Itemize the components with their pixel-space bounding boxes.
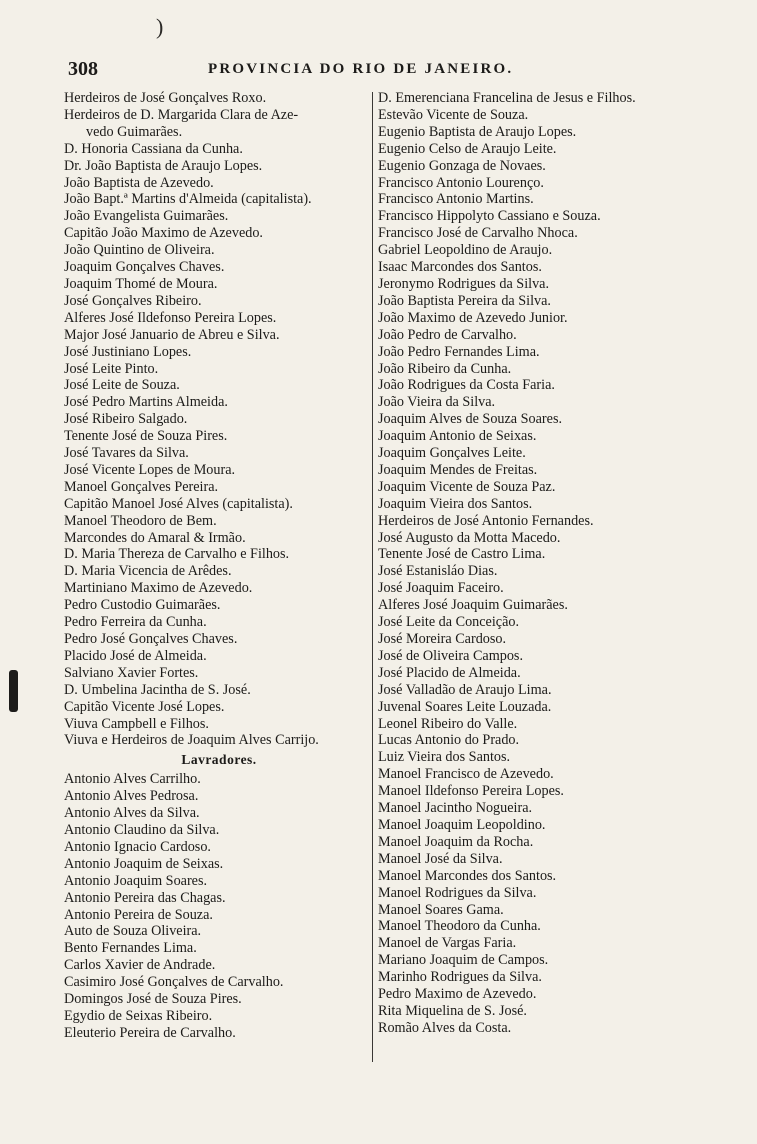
- list-item: Manoel Marcondes dos Santos.: [378, 867, 557, 884]
- list-item: José Estanisláo Dias.: [378, 563, 498, 580]
- list-item: José Leite da Conceição.: [378, 614, 520, 631]
- list-item: Viuva e Herdeiros de Joaquim Alves Carrijo.: [64, 732, 319, 749]
- list-item: João Evangelista Guimarães.: [64, 208, 229, 225]
- list-item: Antonio Ignacio Cardoso.: [64, 838, 211, 855]
- list-item: Estevão Vicente de Souza.: [378, 106, 529, 123]
- list-item: José Valladão de Araujo Lima.: [378, 681, 552, 698]
- list-item: José Gonçalves Ribeiro.: [64, 292, 202, 309]
- list-item: Alferes José Joaquim Guimarães.: [378, 597, 568, 614]
- list-item: Capitão João Maximo de Azevedo.: [64, 225, 263, 242]
- list-item: Joaquim Gonçalves Leite.: [378, 445, 526, 462]
- list-item: Rita Miquelina de S. José.: [378, 1002, 527, 1019]
- list-item: Joaquim Vicente de Souza Paz.: [378, 478, 556, 495]
- list-item: José Vicente Lopes de Moura.: [64, 461, 236, 478]
- list-item: Manoel Theodoro da Cunha.: [378, 918, 541, 935]
- list-item: Viuva Campbell e Filhos.: [64, 715, 209, 732]
- right-column: [378, 90, 708, 1037]
- list-item: Joaquim Thomé de Moura.: [64, 275, 218, 292]
- list-item: Martiniano Maximo de Azevedo.: [64, 580, 253, 597]
- list-item: Luiz Vieira dos Santos.: [378, 749, 511, 766]
- list-item: João Pedro Fernandes Lima.: [378, 343, 540, 360]
- list-item: Eleuterio Pereira de Carvalho.: [64, 1024, 236, 1041]
- list-item: João Maximo de Azevedo Junior.: [378, 309, 568, 326]
- list-item: Salviano Xavier Fortes.: [64, 664, 199, 681]
- list-item: Francisco Antonio Martins.: [378, 191, 534, 208]
- list-item: Marinho Rodrigues da Silva.: [378, 969, 542, 986]
- list-item: Manoel Soares Gama.: [378, 901, 504, 918]
- list-item: Egydio de Seixas Ribeiro.: [64, 1007, 213, 1024]
- page-number: 308: [68, 58, 98, 80]
- list-item: Antonio Pereira de Souza.: [64, 906, 213, 923]
- list-item: Manoel Francisco de Azevedo.: [378, 766, 554, 783]
- edge-ink-mark: [9, 670, 18, 712]
- list-item: Manoel Theodoro de Bem.: [64, 512, 217, 529]
- list-item: José Placido de Almeida.: [378, 664, 521, 681]
- list-item: Capitão Manoel José Alves (capitalista).: [64, 495, 293, 512]
- list-item: Alferes José Ildefonso Pereira Lopes.: [64, 309, 277, 326]
- list-item: Herdeiros de José Gonçalves Roxo.: [64, 90, 267, 106]
- list-item: Joaquim Alves de Souza Soares.: [378, 411, 563, 428]
- list-item: Tenente José de Castro Lima.: [378, 546, 546, 563]
- list-item: Casimiro José Gonçalves de Carvalho.: [64, 974, 284, 991]
- list-item: Domingos José de Souza Pires.: [64, 991, 242, 1008]
- list-item: Antonio Joaquim de Seixas.: [64, 855, 224, 872]
- list-item: João Quintino de Oliveira.: [64, 242, 215, 259]
- list-item: Mariano Joaquim de Campos.: [378, 952, 549, 969]
- list-item: D. Umbelina Jacintha de S. José.: [64, 681, 251, 698]
- list-item: João Rodrigues da Costa Faria.: [378, 377, 555, 394]
- list-item: Manoel Gonçalves Pereira.: [64, 478, 219, 495]
- list-item: Dr. João Baptista de Araujo Lopes.: [64, 157, 263, 174]
- list-item: João Pedro de Carvalho.: [378, 326, 517, 343]
- list-item: Antonio Alves da Silva.: [64, 805, 200, 822]
- list-item: José Joaquim Faceiro.: [378, 580, 504, 597]
- list-item: Francisco José de Carvalho Nhoca.: [378, 225, 578, 242]
- list-item: Antonio Claudino da Silva.: [64, 821, 220, 838]
- list-item: Capitão Vicente José Lopes.: [64, 698, 225, 715]
- list-item: Jeronymo Rodrigues da Silva.: [378, 275, 550, 292]
- left-entries-top: [64, 90, 374, 749]
- top-bracket-mark: ): [156, 14, 164, 39]
- list-item: José de Oliveira Campos.: [378, 647, 523, 664]
- list-item: Pedro Maximo de Azevedo.: [378, 986, 537, 1003]
- list-item: José Tavares da Silva.: [64, 445, 189, 462]
- list-item: D. Maria Vicencia de Arêdes.: [64, 563, 232, 580]
- list-item: Antonio Alves Carrilho.: [64, 771, 201, 788]
- list-item: José Moreira Cardoso.: [378, 631, 507, 647]
- list-item: Eugenio Celso de Araujo Leite.: [378, 140, 557, 157]
- list-item: João Baptista Pereira da Silva.: [378, 292, 551, 309]
- list-item: José Pedro Martins Almeida.: [64, 394, 228, 411]
- list-item: Herdeiros de José Antonio Fernandes.: [378, 512, 594, 529]
- list-item: Placido José de Almeida.: [64, 647, 207, 664]
- list-item: Manoel Rodrigues da Silva.: [378, 884, 537, 901]
- list-item: José Justiniano Lopes.: [64, 343, 192, 360]
- list-item: Antonio Joaquim Soares.: [64, 872, 208, 889]
- list-item: Gabriel Leopoldino de Araujo.: [378, 242, 553, 259]
- left-entries-bottom: [64, 771, 374, 1042]
- list-item: Bento Fernandes Lima.: [64, 940, 197, 957]
- list-item: Major José Januario de Abreu e Silva.: [64, 326, 280, 343]
- list-item: Romão Alves da Costa.: [378, 1019, 512, 1036]
- list-item: Manoel Joaquim da Rocha.: [378, 833, 534, 850]
- list-item: Pedro Custodio Guimarães.: [64, 597, 221, 614]
- list-item: Isaac Marcondes dos Santos.: [378, 259, 542, 276]
- list-item: João Vieira da Silva.: [378, 394, 496, 411]
- list-item: Tenente José de Souza Pires.: [64, 428, 228, 445]
- list-item: D. Maria Thereza de Carvalho e Filhos.: [64, 546, 290, 563]
- section-heading-lavradores: Lavradores.: [181, 752, 257, 768]
- list-item: Lucas Antonio do Prado.: [378, 732, 520, 749]
- list-item: Manoel Ildefonso Pereira Lopes.: [378, 783, 564, 800]
- list-item: Leonel Ribeiro do Valle.: [378, 715, 518, 732]
- list-item: Manoel de Vargas Faria.: [378, 935, 517, 952]
- list-item: José Ribeiro Salgado.: [64, 411, 188, 428]
- list-item: Francisco Hippolyto Cassiano e Souza.: [378, 208, 601, 225]
- list-item: Joaquim Gonçalves Chaves.: [64, 259, 225, 276]
- list-item: José Augusto da Motta Macedo.: [378, 529, 561, 546]
- left-column: [64, 90, 374, 1042]
- list-item: vedo Guimarães.: [86, 123, 183, 140]
- list-item: Joaquim Mendes de Freitas.: [378, 461, 538, 478]
- list-item: Manoel José da Silva.: [378, 850, 503, 867]
- list-item: Eugenio Gonzaga de Novaes.: [378, 157, 546, 174]
- list-item: Manoel Jacintho Nogueira.: [378, 800, 533, 817]
- list-item: José Leite de Souza.: [64, 377, 180, 394]
- list-item: João Bapt.ª Martins d'Almeida (capitalista).: [64, 191, 312, 208]
- list-item: João Ribeiro da Cunha.: [378, 360, 512, 377]
- list-item: Pedro Ferreira da Cunha.: [64, 614, 207, 631]
- list-item: Antonio Pereira das Chagas.: [64, 889, 226, 906]
- page-header: [68, 58, 688, 84]
- list-item: D. Emerenciana Francelina de Jesus e Filhos.: [378, 90, 636, 106]
- list-item: Joaquim Vieira dos Santos.: [378, 495, 533, 512]
- list-item: Eugenio Baptista de Araujo Lopes.: [378, 123, 577, 140]
- list-item: Marcondes do Amaral & Irmão.: [64, 529, 246, 546]
- right-entries: [378, 90, 708, 1037]
- list-item: João Baptista de Azevedo.: [64, 174, 214, 191]
- list-item: D. Honoria Cassiana da Cunha.: [64, 140, 243, 157]
- list-item: Auto de Souza Oliveira.: [64, 923, 202, 940]
- list-item: Antonio Alves Pedrosa.: [64, 788, 199, 805]
- list-item: Herdeiros de D. Margarida Clara de Aze-: [64, 106, 299, 123]
- list-item: Carlos Xavier de Andrade.: [64, 957, 216, 974]
- list-item: Francisco Antonio Lourenço.: [378, 174, 544, 191]
- list-item: Pedro José Gonçalves Chaves.: [64, 631, 238, 647]
- list-item: Manoel Joaquim Leopoldino.: [378, 816, 546, 833]
- list-item: José Leite Pinto.: [64, 360, 159, 377]
- running-head: PROVINCIA DO RIO DE JANEIRO.: [208, 61, 514, 77]
- list-item: Juvenal Soares Leite Louzada.: [378, 698, 552, 715]
- list-item: Joaquim Antonio de Seixas.: [378, 428, 537, 445]
